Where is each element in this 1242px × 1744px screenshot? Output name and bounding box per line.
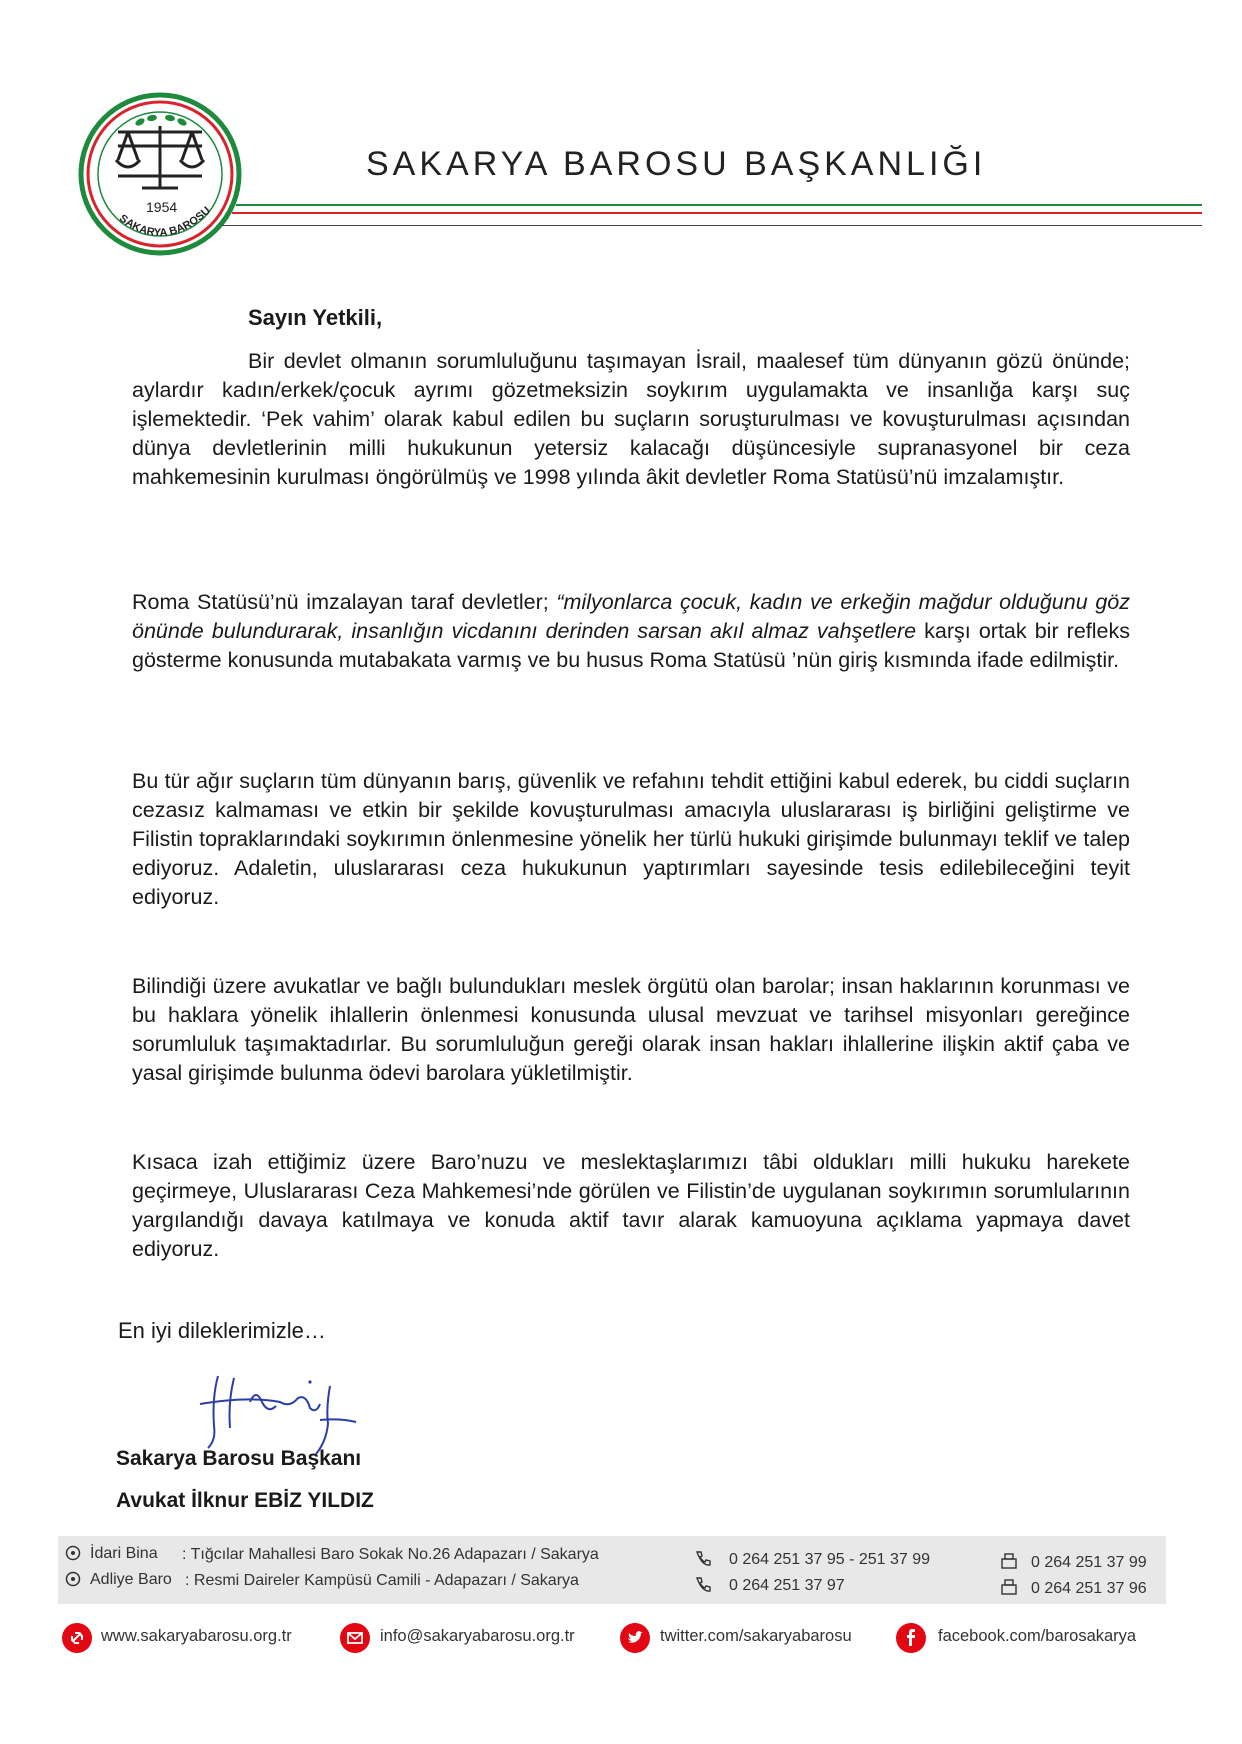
header-rule-green	[236, 204, 1202, 206]
header-rule-red	[232, 212, 1202, 214]
phone-2[interactable]: 0 264 251 37 97	[729, 1577, 845, 1594]
paragraph-1: Bir devlet olmanın sorumluluğunu taşımayan İsrail, maalesef tüm dünyanın gözü önünde; aylardır kadın/erkek/çocuk ayrımı gözetmeksizin soykırım uygulamakta ve insanlığa karşı suç işlemektedir. ‘Pek vahim’ olarak kabul edilen bu suçların soruşturulması ve kovuşturulması açısından dünya devletlerinin milli hukukunun yetersiz kalacağı düşüncesiyle supranasyonel bir ceza mahkemesinin kurulması öngörülmüş ve 1998 yılında âkit devletler Roma Statüsü’nü imzalamıştır.	[132, 349, 1130, 489]
logo-text: SAKARYA BAROSU	[116, 204, 213, 240]
twitter-icon	[620, 1623, 650, 1653]
fax-icon	[1000, 1552, 1018, 1570]
phone-1[interactable]: 0 264 251 37 95 - 251 37 99	[729, 1551, 931, 1568]
phone-icon	[694, 1550, 712, 1568]
location-icon	[64, 1571, 82, 1589]
website-link[interactable]: www.sakaryabarosu.org.tr	[101, 1627, 292, 1645]
handwritten-signature	[190, 1368, 360, 1458]
facebook-icon	[896, 1623, 926, 1653]
link-icon	[62, 1623, 92, 1653]
signer-name: Avukat İlknur EBİZ YILDIZ	[116, 1489, 374, 1512]
location-icon	[64, 1545, 82, 1563]
paragraph-2-quote: “milyonlarca çocuk, kadın ve erkeğin mağdur olduğunu göz önünde bulundurarak, insanlığın vicdanını derinden sarsan akıl almaz vahşetlere	[132, 590, 1131, 643]
logo-year: 1954	[146, 199, 178, 215]
fax-1: 0 264 251 37 99	[1031, 1554, 1147, 1571]
bar-association-logo	[78, 92, 242, 256]
paragraph-2: Roma Statüsü’nü imzalayan taraf devletler; “milyonlarca çocuk, kadın ve erkeğin mağdur olduğunu göz önünde bulundurarak, insanlığın vicdanını derinden sarsan akıl almaz vahşetlere karşı ortak bir refleks gösterme konusunda mutabakata varmış ve bu husus Roma Statüsü ’nün giriş kısmında ifade edilmiştir.	[132, 590, 1131, 672]
signer-title: Sakarya Barosu Başkanı	[116, 1447, 362, 1470]
address-2-value: : Resmi Daireler Kampüsü Camili - Adapazarı / Sakarya	[185, 1572, 579, 1589]
fax-icon	[1000, 1578, 1018, 1596]
paragraph-4: Bilindiği üzere avukatlar ve bağlı bulundukları meslek örgütü olan barolar; insan haklarının korunması ve bu haklara yönelik ihlallerin önlenmesi konusunda ulusal mevzuat ve tarihsel misyonları gereğince sorumluluk taşımaktadırlar. Bu sorumluluğun gereği olarak insan hakları ihlallerine ilişkin aktif çaba ve yasal girişimde bulunma ödevi barolara yükletilmiştir.	[132, 974, 1130, 1085]
header-rule-grey	[222, 225, 1202, 226]
paragraph-5: Kısaca izah ettiğimiz üzere Baro’nuzu ve meslektaşlarımızı tâbi oldukları milli hukuku harekete geçirmeye, Uluslararası Ceza Mahkemesi’nde görülen ve Filistin’de uygulanan soykırımın sorumlularının yargılandığı davaya katılmaya ve konuda aktif tavır alarak kamuoyuna açıklama yapmaya davet ediyoruz.	[132, 1150, 1130, 1261]
email-link[interactable]: info@sakaryabarosu.org.tr	[380, 1627, 575, 1645]
greeting: Sayın Yetkili,	[248, 305, 383, 330]
organization-title: SAKARYA BAROSU BAŞKANLIĞI	[366, 145, 987, 183]
address-2-label: Adliye Baro	[90, 1571, 172, 1588]
address-1-label: İdari Bina	[90, 1545, 158, 1562]
facebook-link[interactable]: facebook.com/barosakarya	[938, 1627, 1137, 1645]
address-1-value: : Tığcılar Mahallesi Baro Sokak No.26 Adapazarı / Sakarya	[182, 1546, 599, 1563]
fax-2: 0 264 251 37 96	[1031, 1580, 1147, 1597]
phone-icon	[694, 1576, 712, 1594]
mail-icon	[340, 1623, 370, 1653]
closing: En iyi dileklerimizle…	[118, 1318, 326, 1343]
paragraph-3: Bu tür ağır suçların tüm dünyanın barış, güvenlik ve refahını tehdit ettiğini kabul ederek, bu ciddi suçların cezasız kalmaması ve etkin bir şekilde kovuşturulması amacıyla uluslararası iş birliğini geliştirme ve Filistin topraklarındaki soykırımın önlenmesine yönelik her türlü hukuki girişimde bulunmayı teklif ve talep ediyoruz. Adaletin, uluslararası ceza hukukunun yaptırımları sayesinde tesis edilebileceğini teyit ediyoruz.	[132, 769, 1130, 909]
twitter-link[interactable]: twitter.com/sakaryabarosu	[660, 1627, 852, 1645]
